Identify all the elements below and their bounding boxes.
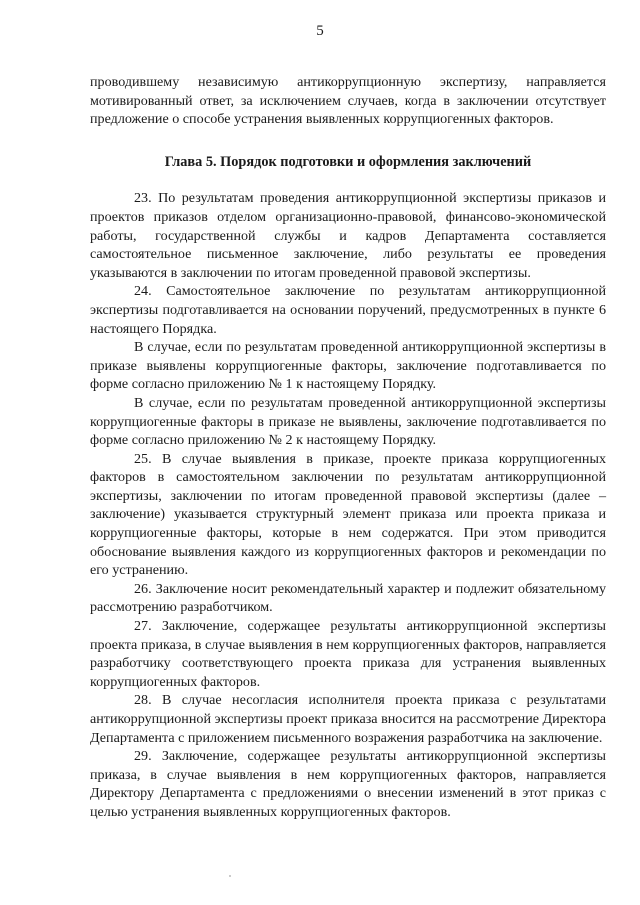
- paragraph-27: 27. Заключение, содержащее результаты антикоррупционной экспертизы проекта приказа, в случае выявления в нем коррупциогенных факторов, направляется разработчику соответствующего проекта приказа для устранения выявленных коррупциогенных факторов.: [90, 618, 606, 690]
- paragraph-25: 25. В случае выявления в приказе, проекте приказа коррупциогенных факторов в самостоятельном заключении по результатам антикоррупционной экспертизы, заключении по итогам проведенной правовой экспертизы (далее – заключение) указывается структурный элемент приказа или проекта приказа и коррупциогенные факторы, которые в нем содержатся. При этом приводится обоснование выявления каждого из коррупциогенных факторов и рекомендации по его устранению.: [90, 450, 606, 579]
- paragraph-24-case-2: В случае, если по результатам проведенной антикоррупционной экспертизы коррупциогенные факторы в приказе не выявлены, заключение подготавливается по форме согласно приложению № 2 к настоящему Порядку.: [90, 394, 606, 449]
- paragraph-24: 24. Самостоятельное заключение по результатам антикоррупционной экспертизы подготавливается на основании поручений, предусмотренных в пункте 6 настоящего Порядка.: [90, 283, 606, 337]
- document-body: [90, 73, 606, 822]
- paragraph-28: 28. В случае несогласия исполнителя проекта приказа с результатами антикоррупционной экспертизы проект приказа вносится на рассмотрение Директора Департамента с приложением письменного возражения разработчика на заключение.: [90, 692, 606, 746]
- page-number: 5: [316, 23, 324, 39]
- paragraph-23: 23. По результатам проведения антикоррупционной экспертизы приказов и проектов приказов отделом организационно-правовой, финансово-экономической работы, государственной службы и кадров Департамента составляется самостоятельное письменное заключение, либо результаты ее проведения указываются в заключении по итогам проведенной правовой экспертизы.: [90, 190, 606, 281]
- continued-paragraph: проводившему независимую антикоррупционную экспертизу, направляется мотивированный ответ, за исключением случаев, когда в заключении отсутствует предложение о способе устранения выявленных коррупциогенных факторов.: [90, 74, 606, 128]
- scan-speck: [229, 875, 231, 877]
- chapter-heading: Глава 5. Порядок подготовки и оформления заключений: [164, 153, 532, 170]
- paragraph-29: 29. Заключение, содержащее результаты антикоррупционной экспертизы приказа, в случае выявления в нем коррупциогенных факторов, направляется Директору Департамента с предложениями о внесении изменений в этот приказ с целью устранения выявленных коррупциогенных факторов.: [90, 748, 606, 820]
- paragraph-26: 26. Заключение носит рекомендательный характер и подлежит обязательному рассмотрению разработчиком.: [90, 580, 606, 616]
- paragraph-24-case-1: В случае, если по результатам проведенной антикоррупционной экспертизы в приказе выявлены коррупциогенные факторы, заключение подготавливается по форме согласно приложению № 1 к настоящему Порядку.: [90, 339, 606, 393]
